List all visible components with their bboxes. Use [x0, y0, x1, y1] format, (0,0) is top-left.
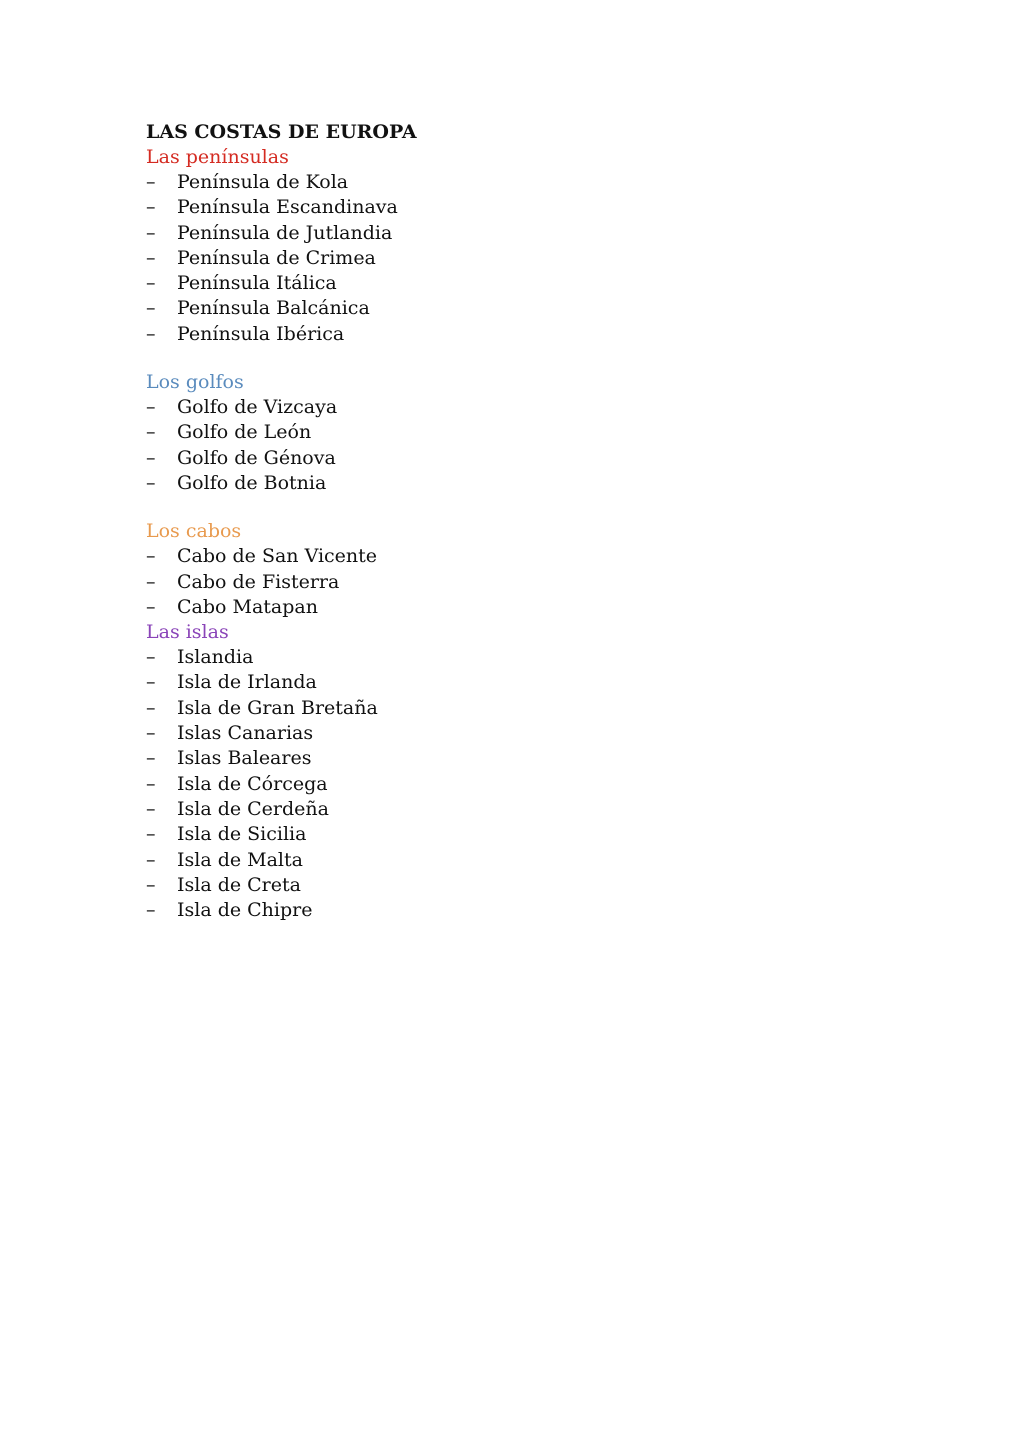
list-item-label: Isla de Creta [177, 873, 301, 896]
list-item [146, 772, 906, 797]
dash-bullet: – [146, 772, 156, 795]
dash-bullet: – [146, 797, 156, 820]
dash-bullet: – [146, 848, 156, 871]
list-item [146, 296, 906, 321]
list-item [146, 898, 906, 923]
section-cabos [146, 519, 906, 620]
list-item [146, 873, 906, 898]
spacer [146, 347, 906, 370]
list-item [146, 322, 906, 347]
list-item-label: Islas Baleares [177, 747, 312, 770]
list-item-label: Cabo de Fisterra [177, 570, 340, 593]
section-peninsulas [146, 145, 906, 347]
list-islas [146, 645, 906, 923]
dash-bullet: – [146, 747, 156, 770]
list-item-label: Isla de Gran Bretaña [177, 696, 378, 719]
dash-bullet: – [146, 570, 156, 593]
list-item [146, 797, 906, 822]
list-item [146, 721, 906, 746]
list-golfos [146, 395, 906, 496]
dash-bullet: – [146, 823, 156, 846]
dash-bullet: – [146, 595, 156, 618]
list-item-label: Golfo de León [177, 421, 312, 444]
list-item-label: Península Itálica [177, 272, 337, 295]
list-item [146, 246, 906, 271]
list-item [146, 848, 906, 873]
dash-bullet: – [146, 171, 156, 193]
list-item [146, 570, 906, 595]
list-item-label: Cabo Matapan [177, 595, 318, 618]
dash-bullet: – [146, 471, 156, 494]
list-item-label: Isla de Córcega [177, 772, 328, 795]
list-item-label: Golfo de Génova [177, 446, 336, 469]
section-heading-cabos: Los cabos [146, 520, 242, 543]
list-item [146, 221, 906, 246]
section-heading-islas: Las islas [146, 621, 229, 644]
spacer [146, 496, 906, 519]
section-heading-peninsulas: Las penínsulas [146, 146, 289, 168]
dash-bullet: – [146, 545, 156, 568]
list-cabos [146, 544, 906, 620]
list-item [146, 446, 906, 471]
list-item [146, 395, 906, 420]
document-title: LAS COSTAS DE EUROPA [146, 121, 417, 143]
list-item-label: Isla de Malta [177, 848, 303, 871]
list-item [146, 595, 906, 620]
dash-bullet: – [146, 246, 156, 269]
dash-bullet: – [146, 722, 156, 745]
list-item [146, 670, 906, 695]
list-item-label: Islas Canarias [177, 722, 314, 745]
dash-bullet: – [146, 221, 156, 244]
dash-bullet: – [146, 396, 156, 419]
list-item-label: Isla de Cerdeña [177, 797, 329, 820]
dash-bullet: – [146, 671, 156, 694]
dash-bullet: – [146, 446, 156, 469]
list-item-label: Península Ibérica [177, 322, 345, 345]
dash-bullet: – [146, 297, 156, 320]
section-golfos [146, 370, 906, 496]
dash-bullet: – [146, 322, 156, 345]
list-item-label: Cabo de San Vicente [177, 545, 378, 568]
list-item-label: Golfo de Botnia [177, 471, 327, 494]
list-item-label: Península de Crimea [177, 246, 376, 269]
list-item-label: Golfo de Vizcaya [177, 396, 338, 419]
list-peninsulas [146, 170, 906, 347]
list-item [146, 271, 906, 296]
list-item [146, 195, 906, 220]
dash-bullet: – [146, 899, 156, 922]
list-item [146, 170, 906, 195]
dash-bullet: – [146, 196, 156, 219]
document-page [146, 120, 906, 923]
dash-bullet: – [146, 873, 156, 896]
dash-bullet: – [146, 421, 156, 444]
list-item [146, 645, 906, 670]
list-item [146, 746, 906, 771]
list-item-label: Isla de Chipre [177, 899, 313, 922]
list-item-label: Península de Kola [177, 171, 349, 193]
list-item [146, 471, 906, 496]
list-item-label: Península Escandinava [177, 196, 398, 219]
list-item [146, 544, 906, 569]
list-item [146, 420, 906, 445]
list-item-label: Isla de Irlanda [177, 671, 317, 694]
list-item [146, 822, 906, 847]
list-item-label: Islandia [177, 646, 254, 669]
list-item-label: Península de Jutlandia [177, 221, 393, 244]
dash-bullet: – [146, 646, 156, 669]
list-item [146, 696, 906, 721]
section-islas [146, 620, 906, 923]
section-heading-golfos: Los golfos [146, 371, 244, 394]
list-item-label: Península Balcánica [177, 297, 370, 320]
dash-bullet: – [146, 696, 156, 719]
dash-bullet: – [146, 272, 156, 295]
list-item-label: Isla de Sicilia [177, 823, 307, 846]
